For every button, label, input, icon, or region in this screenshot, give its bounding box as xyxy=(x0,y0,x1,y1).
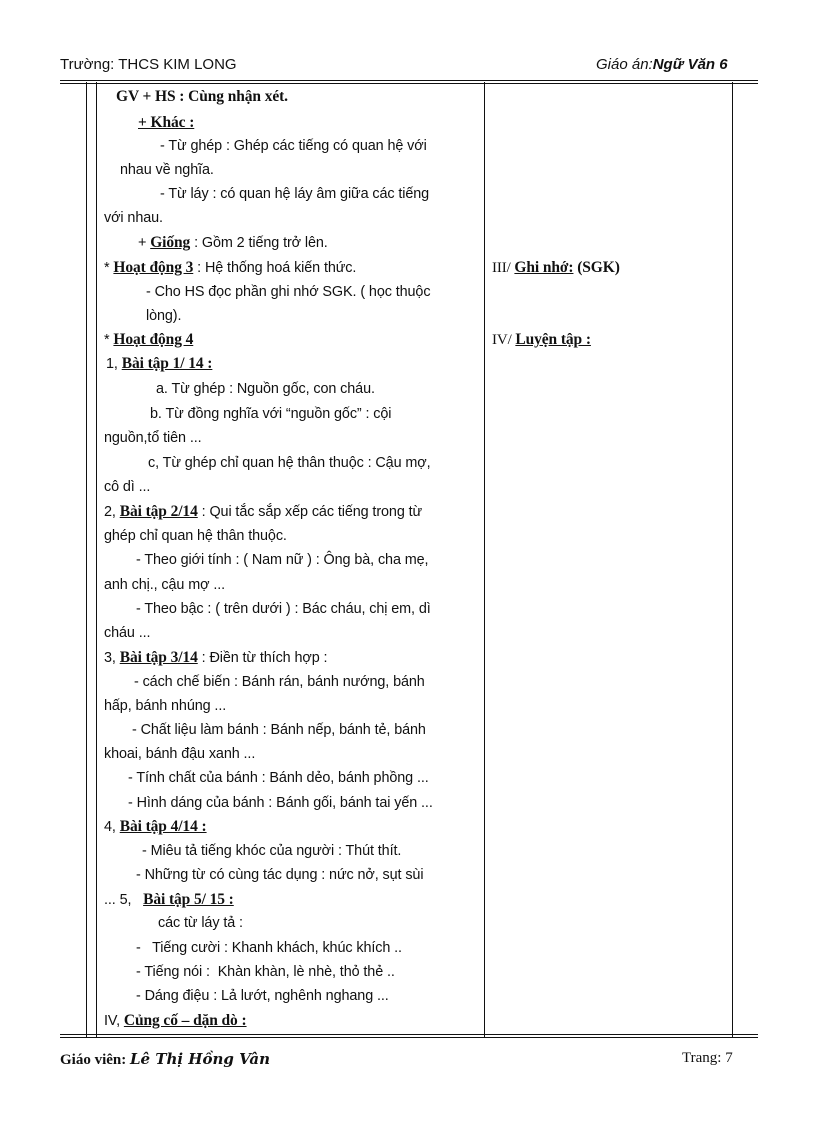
exercise-heading: 1, Bài tập 1/ 14 : xyxy=(106,355,213,372)
section-heading: IV, Củng cố – dặn dò : xyxy=(104,1012,247,1029)
col-line-2 xyxy=(96,82,97,1037)
text-line: a. Từ ghép : Nguồn gốc, con cháu. xyxy=(156,381,375,397)
lesson-plan-header xyxy=(596,56,728,73)
exercise-heading: 3, Bài tập 3/14 : Điền từ thích hợp : xyxy=(104,649,328,666)
teacher-footer xyxy=(60,1050,270,1069)
text-line: - Theo bậc : ( trên dưới ) : Bác cháu, chị em, dì xyxy=(136,601,431,617)
exercise-heading: 2, Bài tập 2/14 : Qui tắc sắp xếp các tiếng trong từ xyxy=(104,503,423,520)
text-line: - Từ láy : có quan hệ láy âm giữa các tiếng xyxy=(160,186,430,202)
text-line: nhau về nghĩa. xyxy=(120,162,214,178)
plan-subject: Ngữ Văn 6 xyxy=(652,56,728,73)
bottom-border-inner xyxy=(60,1037,758,1038)
exercise-heading: 4, Bài tập 4/14 : xyxy=(104,818,207,835)
text-line: các từ láy tả : xyxy=(158,915,243,931)
activity-heading: * Hoạt động 4 xyxy=(104,331,194,348)
school-label: Trường: xyxy=(60,56,115,73)
text-line: - Tính chất của bánh : Bánh dẻo, bánh phồng ... xyxy=(128,770,429,786)
text-line: nguồn,tổ tiên ... xyxy=(104,430,202,446)
practice-heading: IV/ Luyện tập : xyxy=(492,331,591,348)
text-line: với nhau. xyxy=(104,210,163,226)
text-line: - Tiếng nói : Khàn khàn, lè nhè, thỏ thẻ .. xyxy=(136,964,395,980)
text-line: - Dáng điệu : Lả lướt, nghênh nghang ... xyxy=(136,988,389,1004)
text-line: - Chất liệu làm bánh : Bánh nếp, bánh tẻ, bánh xyxy=(132,722,426,738)
bottom-border xyxy=(60,1034,758,1035)
text-line: - Miêu tả tiếng khóc của người : Thút thít. xyxy=(142,843,402,859)
text-line: lòng). xyxy=(146,308,182,324)
section-heading: + Khác : xyxy=(138,114,195,131)
col-line-3 xyxy=(484,82,485,1037)
text-line: - Hình dáng của bánh : Bánh gối, bánh tai yến ... xyxy=(128,795,433,811)
page-number: Trang: 7 xyxy=(682,1050,733,1066)
text-line: - Những từ có cùng tác dụng : nức nở, sụt sùi xyxy=(136,867,424,883)
text-line: - Theo giới tính : ( Nam nữ ) : Ông bà, cha mẹ, xyxy=(136,552,429,568)
top-border-inner xyxy=(60,83,758,84)
text-line: anh chị., cậu mợ ... xyxy=(104,577,226,593)
text-line: cháu ... xyxy=(104,625,151,641)
col-line-4 xyxy=(732,82,733,1037)
text-line: khoai, bánh đậu xanh ... xyxy=(104,746,256,762)
text-line: c, Từ ghép chỉ quan hệ thân thuộc : Cậu mợ, xyxy=(148,455,431,471)
text-line: - Cho HS đọc phần ghi nhớ SGK. ( học thuộc xyxy=(146,284,431,300)
school-name: THCS KIM LONG xyxy=(118,56,237,73)
activity-heading: * Hoạt động 3 : Hệ thống hoá kiến thức. xyxy=(104,259,357,276)
text-line: ghép chỉ quan hệ thân thuộc. xyxy=(104,528,287,544)
text-line: cô dì ... xyxy=(104,479,151,495)
teacher-signature: Lê Thị Hồng Vân xyxy=(130,1050,270,1068)
text-line: GV + HS : Cùng nhận xét. xyxy=(116,88,288,105)
text-line: + Giống : Gồm 2 tiếng trở lên. xyxy=(138,234,328,251)
text-line: b. Từ đồng nghĩa với “nguồn gốc” : cội xyxy=(150,406,392,422)
plan-label: Giáo án: xyxy=(596,56,653,73)
top-border xyxy=(60,80,758,81)
text-line: hấp, bánh nhúng ... xyxy=(104,698,227,714)
col-line-1 xyxy=(86,82,87,1037)
school-header xyxy=(60,56,237,73)
text-line: - cách chế biến : Bánh rán, bánh nướng, bánh xyxy=(134,674,425,690)
memo-heading: III/ Ghi nhớ: (SGK) xyxy=(492,259,620,276)
exercise-heading: ... 5, Bài tập 5/ 15 : xyxy=(104,891,234,908)
text-line: - Tiếng cười : Khanh khách, khúc khích .. xyxy=(136,940,402,956)
teacher-label: Giáo viên: xyxy=(60,1052,127,1068)
text-line: - Từ ghép : Ghép các tiếng có quan hệ với xyxy=(160,138,427,154)
